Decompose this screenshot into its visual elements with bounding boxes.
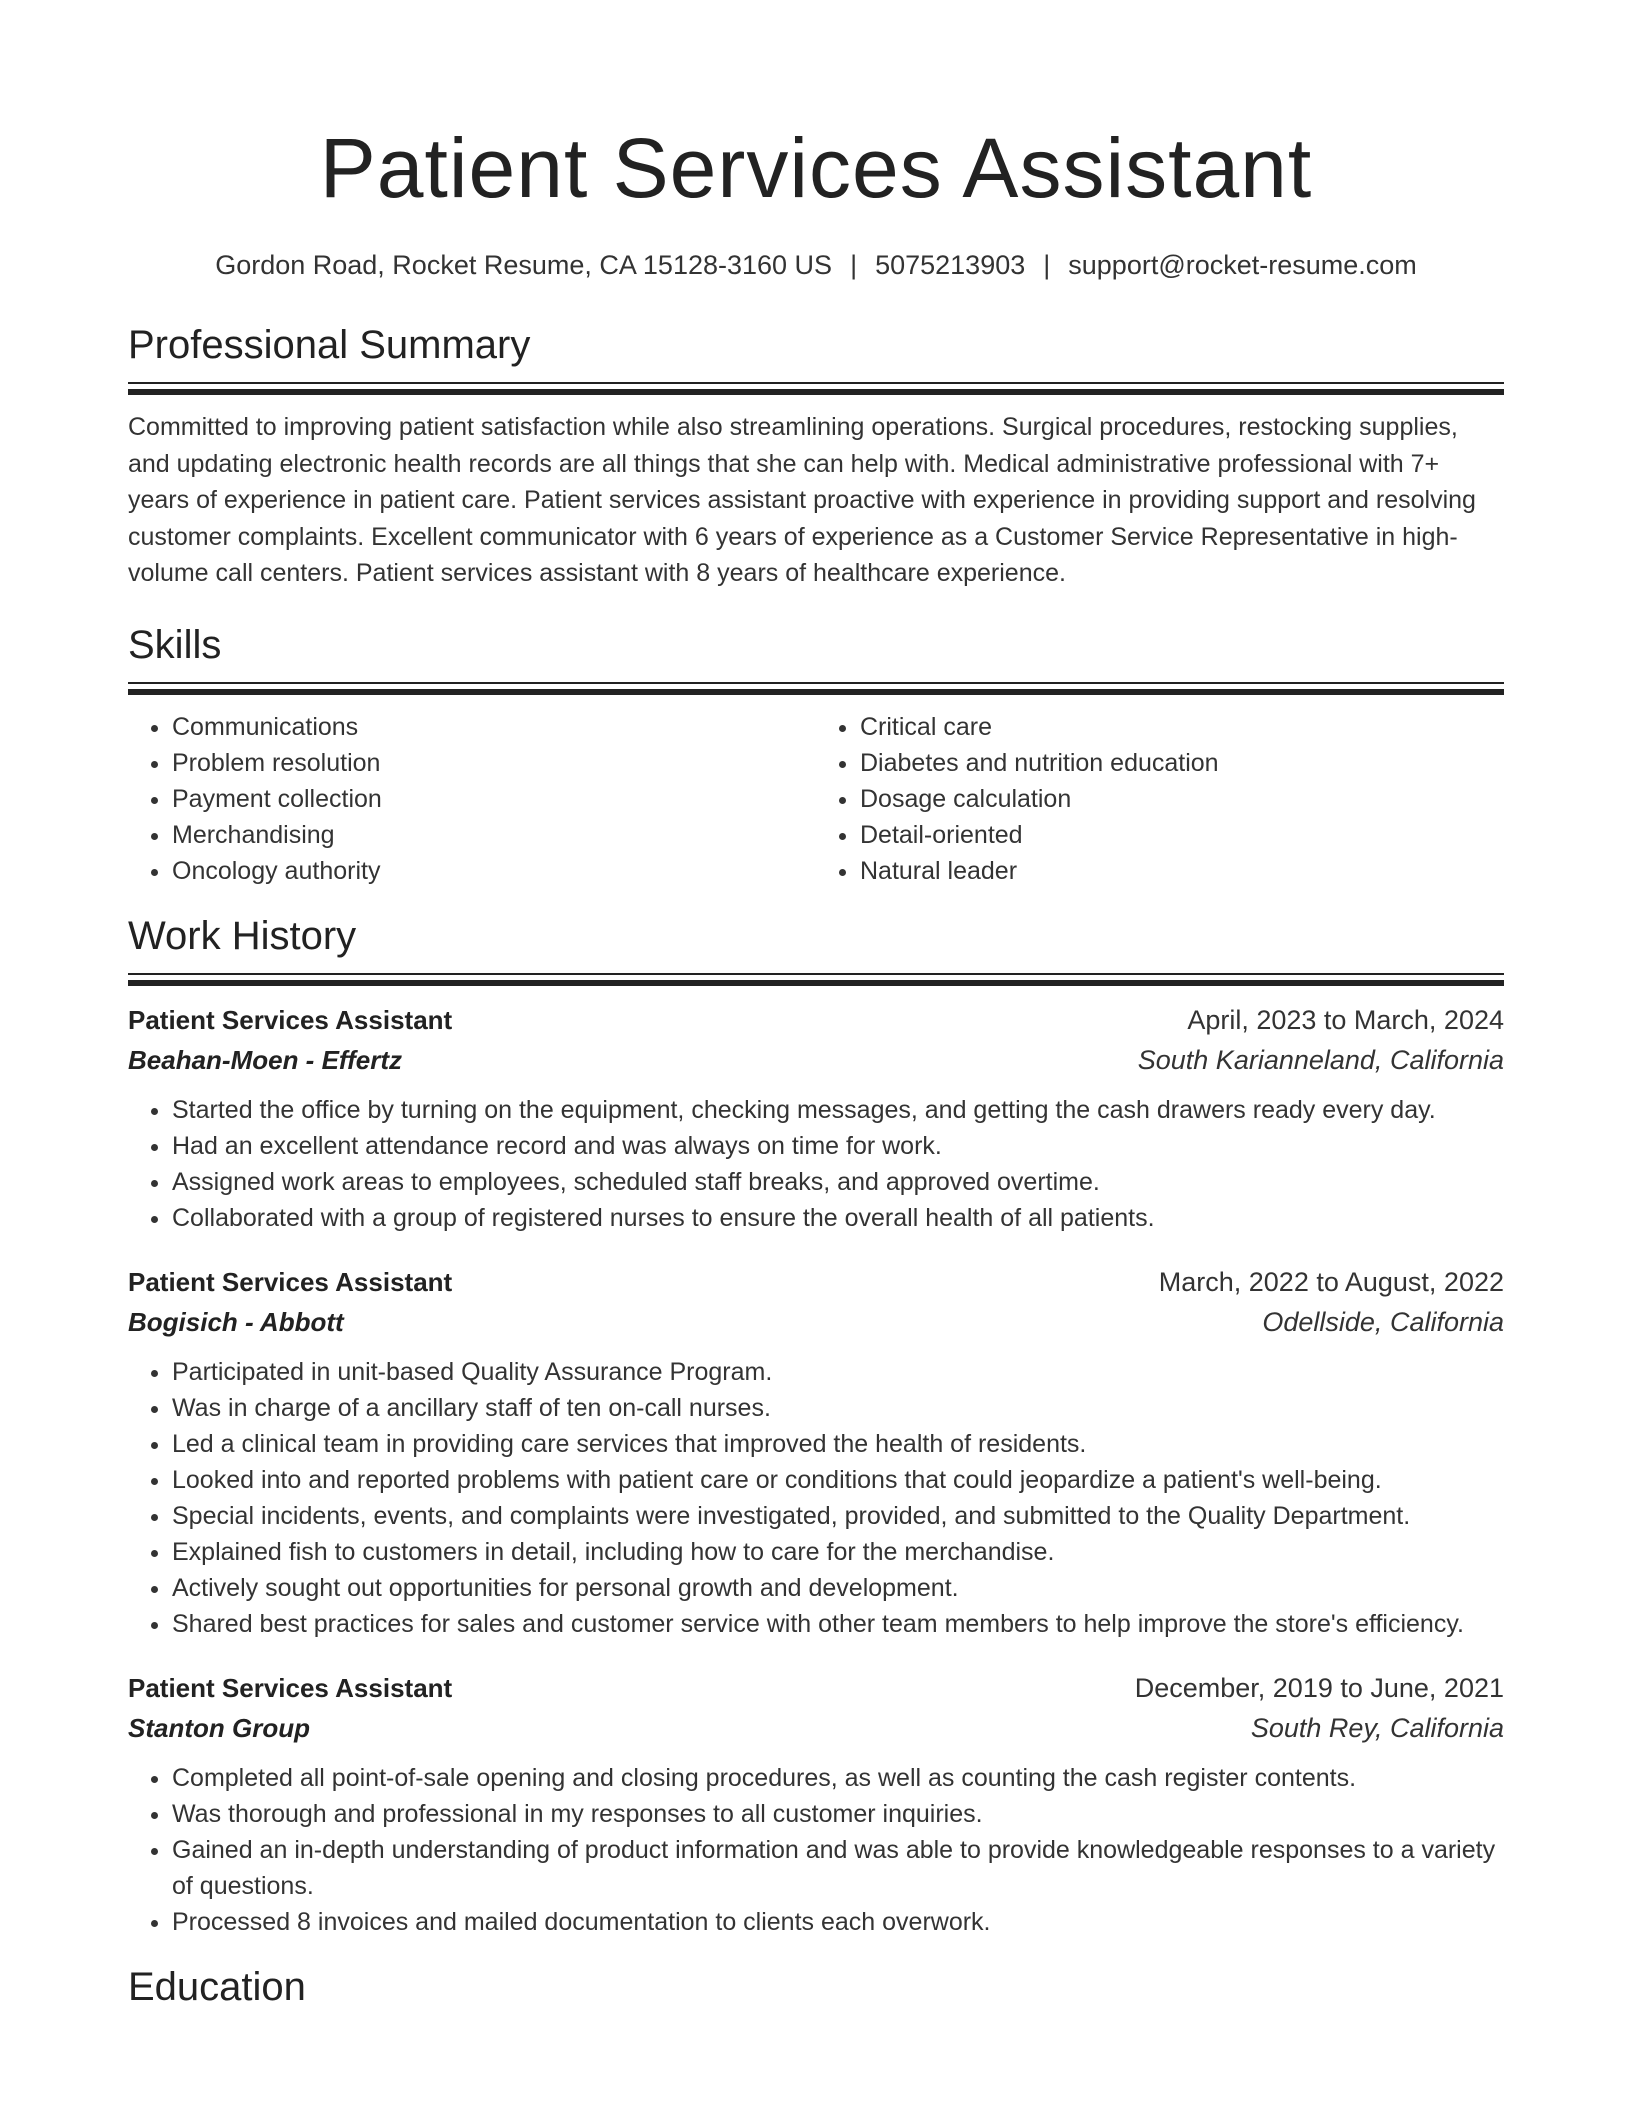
section-divider <box>128 382 1504 395</box>
skills-list-right <box>816 709 1504 889</box>
job-header <box>128 1262 1504 1302</box>
skill-item: • Problem resolution <box>172 745 816 781</box>
skill-item: • Merchandising <box>172 817 816 853</box>
job-bullet: • Assigned work areas to employees, scheduled staff breaks, and approved overtime. <box>172 1164 1504 1200</box>
job-bullets <box>128 1092 1504 1236</box>
job-bullet: • Collaborated with a group of registered nurses to ensure the overall health of all patients. <box>172 1200 1504 1236</box>
summary-heading: Professional Summary <box>128 323 531 367</box>
skill-item: • Oncology authority <box>172 853 816 889</box>
skills-columns <box>128 709 1504 889</box>
job-header <box>128 1668 1504 1708</box>
section-divider <box>128 973 1504 986</box>
job-bullet: • Gained an in-depth understanding of product information and was able to provide knowledgeable responses to a variety of questions. <box>172 1832 1504 1904</box>
job-subheader <box>128 1708 1504 1748</box>
skill-item: • Communications <box>172 709 816 745</box>
job-bullets <box>128 1760 1504 1940</box>
skills-section <box>128 620 1504 889</box>
job-bullet: • Had an excellent attendance record and was always on time for work. <box>172 1128 1504 1164</box>
education-section <box>128 1962 1504 2012</box>
job-company: Beahan-Moen - Effertz <box>128 1044 402 1075</box>
work-section <box>128 911 1504 1940</box>
job-bullet: • Processed 8 invoices and mailed documentation to clients each overwork. <box>172 1904 1504 1940</box>
job-bullet: • Was in charge of a ancillary staff of ten on-call nurses. <box>172 1390 1504 1426</box>
job-dates: December, 2019 to June, 2021 <box>1134 1672 1504 1703</box>
skill-item: • Diabetes and nutrition education <box>860 745 1504 781</box>
job-bullet: • Looked into and reported problems with patient care or conditions that could jeopardize a patient's well-being. <box>172 1462 1504 1498</box>
job-company: Bogisich - Abbott <box>128 1306 344 1337</box>
job-title: Patient Services Assistant <box>128 1672 453 1703</box>
job-location: Odellside, California <box>1262 1306 1504 1337</box>
job-entry <box>128 1262 1504 1642</box>
job-bullet: • Special incidents, events, and complaints were investigated, provided, and submitted to the Quality Department. <box>172 1498 1504 1534</box>
job-subheader <box>128 1040 1504 1080</box>
job-bullets <box>128 1354 1504 1642</box>
summary-text: Committed to improving patient satisfaction while also streamlining operations. Surgical procedures, restocking supplies, and updating electronic health records are all things that she can help with. Medical administrative professional with 7+ years of experience in patient care. Patient services assistant proactive with experience in providing support and resolving customer complaints. Excellent communicator with 6 years of experience as a Customer Service Representative in high-volume call centers. Patient services assistant with 8 years of healthcare experience. <box>128 413 1476 587</box>
section-divider <box>128 682 1504 695</box>
job-entry <box>128 1000 1504 1236</box>
education-heading: Education <box>128 1964 306 2009</box>
job-entry <box>128 1668 1504 1940</box>
job-bullet: • Explained fish to customers in detail, including how to care for the merchandise. <box>172 1534 1504 1570</box>
skill-item: • Detail-oriented <box>860 817 1504 853</box>
job-bullet: • Participated in unit-based Quality Assurance Program. <box>172 1354 1504 1390</box>
job-bullet: • Was thorough and professional in my responses to all customer inquiries. <box>172 1796 1504 1832</box>
job-location: South Rey, California <box>1250 1712 1504 1743</box>
contact-separator: | <box>850 250 858 280</box>
contact-line <box>128 248 1504 282</box>
job-title: Patient Services Assistant <box>128 1266 453 1297</box>
contact-email: support@rocket-resume.com <box>1068 250 1417 280</box>
skills-list-left <box>128 709 816 889</box>
resume-name: Patient Services Assistant <box>319 121 1313 215</box>
job-title: Patient Services Assistant <box>128 1004 453 1035</box>
contact-phone: 5075213903 <box>875 250 1026 280</box>
skill-item: • Critical care <box>860 709 1504 745</box>
job-subheader <box>128 1302 1504 1342</box>
skill-item: • Payment collection <box>172 781 816 817</box>
skill-item: • Dosage calculation <box>860 781 1504 817</box>
job-bullet: • Started the office by turning on the equipment, checking messages, and getting the cash drawers ready every day. <box>172 1092 1504 1128</box>
job-header <box>128 1000 1504 1040</box>
job-bullet: • Completed all point-of-sale opening and closing procedures, as well as counting the cash register contents. <box>172 1760 1504 1796</box>
job-dates: April, 2023 to March, 2024 <box>1187 1004 1504 1035</box>
job-company: Stanton Group <box>128 1712 310 1743</box>
contact-separator: | <box>1043 250 1051 280</box>
job-bullet: • Led a clinical team in providing care services that improved the health of residents. <box>172 1426 1504 1462</box>
job-bullet: • Actively sought out opportunities for personal growth and development. <box>172 1570 1504 1606</box>
job-dates: March, 2022 to August, 2022 <box>1158 1266 1504 1297</box>
job-bullet: • Shared best practices for sales and customer service with other team members to help improve the store's efficiency. <box>172 1606 1504 1642</box>
job-location: South Karianneland, California <box>1137 1044 1504 1075</box>
skills-heading: Skills <box>128 622 222 667</box>
contact-address: Gordon Road, Rocket Resume, CA 15128-3160 US <box>215 250 833 280</box>
summary-section <box>128 320 1504 592</box>
work-heading: Work History <box>128 913 357 958</box>
skill-item: • Natural leader <box>860 853 1504 889</box>
